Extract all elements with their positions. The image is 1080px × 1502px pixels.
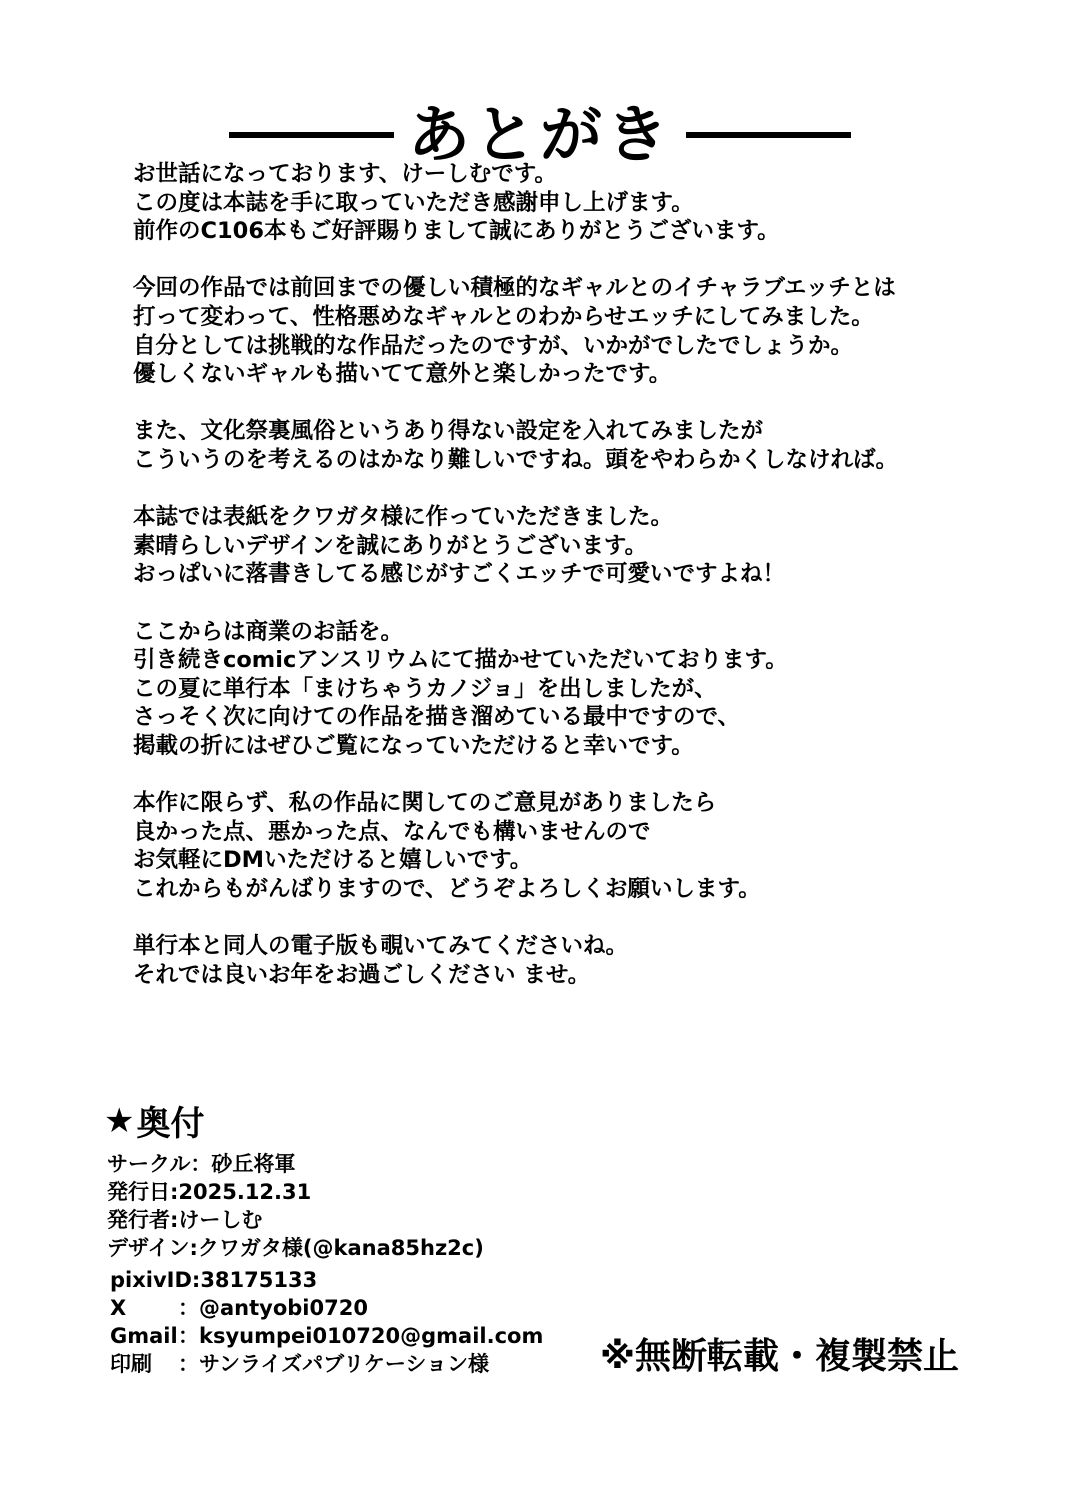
text-line: さっそく次に向けての作品を描き溜めている最中ですので、 <box>133 704 741 731</box>
paragraph <box>133 417 973 474</box>
text-line: ここからは商業のお話を。 <box>133 618 404 645</box>
text-line: 単行本と同人の電子版も覗いてみてくださいね。 <box>133 933 629 960</box>
text-line: 引き続きcomicアンスリウムにて描かせていただいております。 <box>133 647 788 674</box>
colophon-list <box>107 1150 543 1378</box>
colophon-value: :38175133 <box>191 1268 318 1292</box>
colophon-value: :クワガタ様(@kana85hz2c) <box>189 1236 484 1260</box>
paragraph <box>133 789 973 903</box>
text-line: 自分としては挑戦的な作品だったのですが、いかがでしたでしょうか。 <box>133 332 854 359</box>
title-rule-left <box>229 132 394 138</box>
colophon-heading <box>104 1096 204 1145</box>
colophon-label: Gmail <box>110 1324 178 1348</box>
colophon-value: ：ksyumpei010720@gmail.com <box>178 1324 544 1348</box>
text-line: 素晴らしいデザインを誠にありがとうございます。 <box>133 532 648 559</box>
paragraph <box>133 618 973 761</box>
colophon-row <box>107 1266 543 1294</box>
paragraph <box>133 274 973 388</box>
text-line: 前作のC106本もご好評賜りまして誠にありがとうございます。 <box>133 218 780 245</box>
colophon-row <box>107 1322 543 1350</box>
text-line: この度は本誌を手に取っていただき感謝申し上げます。 <box>133 189 694 216</box>
paragraph <box>133 503 973 589</box>
text-line: 優しくないギャルも描いてて意外と楽しかったです。 <box>133 361 672 388</box>
colophon-value: ：砂丘将軍 <box>190 1152 296 1176</box>
text-line: それでは良いお年をお過ごしください ませ。 <box>133 961 591 988</box>
text-line: 打って変わって、性格悪めなギャルとのわからせエッチにしてみました。 <box>133 303 874 330</box>
text-line: お世話になっております、けーしむです。 <box>133 161 557 187</box>
colophon-label: 発行者 <box>107 1208 170 1232</box>
colophon-label: X <box>110 1296 127 1320</box>
text-line: 本作に限らず、私の作品に関してのご意見がありましたら <box>133 790 717 817</box>
text-line: 本誌では表紙をクワガタ様に作っていただきました。 <box>133 504 674 531</box>
colophon-value: ：サンライズパブリケーション様 <box>178 1352 490 1376</box>
colophon-row <box>107 1350 543 1378</box>
colophon-value: :2025.12.31 <box>170 1180 312 1204</box>
text-line: こういうのを考えるのはかなり難しいですね。頭をやわらかくしなければ。 <box>133 446 899 473</box>
colophon-row <box>107 1234 543 1262</box>
colophon-value: :けーしむ <box>170 1208 263 1232</box>
copyright-notice: ※無断転載・複製禁止 <box>600 1336 959 1377</box>
colophon-row <box>107 1178 543 1206</box>
paragraph <box>133 160 973 246</box>
colophon-row <box>107 1206 543 1234</box>
colophon-row <box>107 1294 543 1322</box>
title-text: あとがき <box>407 98 672 171</box>
colophon-label: デザイン <box>107 1236 190 1260</box>
text-line: 良かった点、悪かった点、なんでも構いませんので <box>133 818 651 845</box>
text-line: また、文化祭裏風俗というあり得ない設定を入れてみましたが <box>133 418 764 445</box>
colophon-label: pixivID <box>110 1268 192 1292</box>
text-line: この夏に単行本「まけちゃうカノジョ」を出しましたが、 <box>133 675 717 702</box>
text-line: これからもがんばりますので、どうぞよろしくお願いします。 <box>133 875 761 902</box>
text-line: 今回の作品では前回までの優しい積極的なギャルとのイチャラブエッチとは <box>133 275 896 302</box>
colophon-label: 印刷 <box>110 1352 152 1376</box>
colophon-label: サークル <box>107 1152 191 1176</box>
title-rule-right <box>686 132 851 138</box>
text-line: お気軽にDMいただけると嬉しいです。 <box>133 847 533 874</box>
colophon-value: ：@antyobi0720 <box>178 1296 368 1320</box>
colophon-heading-text: 奥付 <box>136 1104 205 1144</box>
text-line: おっぱいに落書きしてる感じがすごくエッチで可愛いですよね！ <box>133 561 786 588</box>
star-icon: ★ <box>104 1100 135 1141</box>
afterword-body <box>133 160 973 1018</box>
colophon-row <box>107 1150 543 1178</box>
text-line: 掲載の折にはぜひご覧になっていただけると幸いです。 <box>133 732 694 759</box>
paragraph <box>133 932 973 989</box>
colophon-label: 発行日 <box>107 1180 170 1204</box>
